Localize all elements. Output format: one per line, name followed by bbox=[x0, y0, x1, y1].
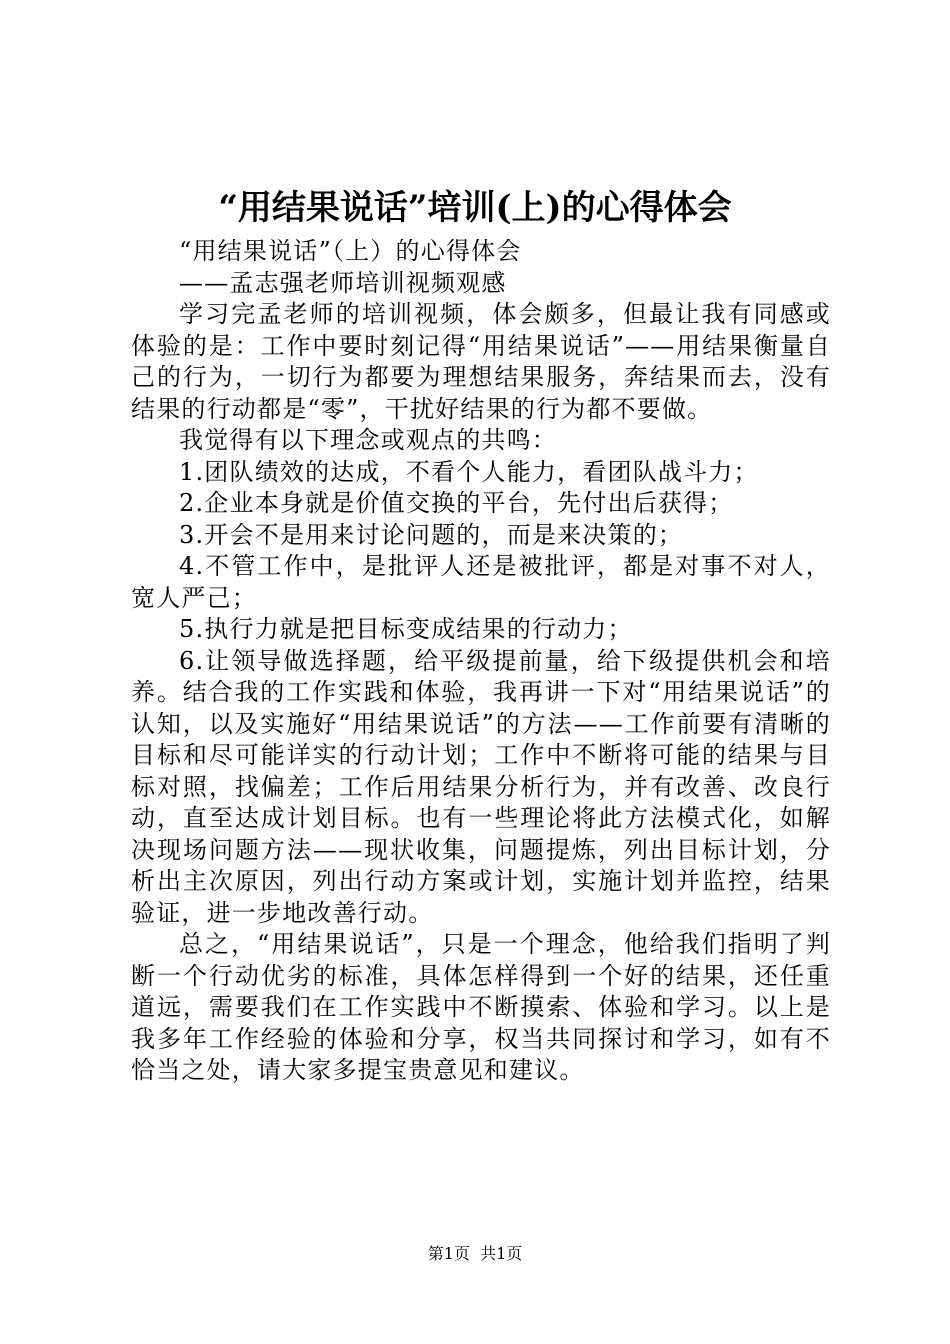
document-body bbox=[131, 236, 831, 1087]
document-title: “用结果说话”培训(上)的心得体会 bbox=[218, 188, 732, 228]
page-number: 第1页 共1页 bbox=[427, 1244, 523, 1263]
list-item-4: 4.不管工作中，是批评人还是被批评，都是对事不对人，宽人严己； bbox=[131, 552, 831, 612]
paragraph-intro: 学习完孟老师的培训视频，体会颇多，但最让我有同感或体验的是：工作中要时刻记得“用结果说话”——用结果衡量自己的行为，一切行为都要为理想结果服务，奔结果而去，没有结果的行动都是“零”，干扰好结果的行为都不要做。 bbox=[131, 300, 831, 423]
subtitle-line: “用结果说话”（上）的心得体会 bbox=[179, 237, 522, 265]
paragraph-resonance-lead: 我觉得有以下理念或观点的共鸣： bbox=[179, 426, 557, 454]
list-item-5: 5.执行力就是把目标变成结果的行动力； bbox=[179, 615, 633, 643]
paragraph-conclusion: 总之，“用结果说话”，只是一个理念，他给我们指明了判断一个行动优劣的标准，具体怎样得到一个好的结果，还任重道远，需要我们在工作实践中不断摸索、体验和学习。以上是我多年工作经验的体验和分享，权当共同探讨和学习，如有不恰当之处，请大家多提宝贵意见和建议。 bbox=[131, 930, 831, 1084]
list-item-3: 3.开会不是用来讨论问题的，而是来决策的； bbox=[179, 520, 684, 549]
subtitle-byline: ——孟志强老师培训视频观感 bbox=[179, 268, 507, 297]
list-item-6: 6.让领导做选择题，给平级提前量，给下级提供机会和培养。结合我的工作实践和体验，我再讲一下对“用结果说话”的认知，以及实施好“用结果说话”的方法——工作前要有清晰的目标和尽可能详实的行动计划；工作中不断将可能的结果与目标对照，找偏差；工作后用结果分析行为，并有改善、改良行动，直至达成计划目标。也有一些理论将此方法模式化，如解决现场问题方法——现状收集，问题提炼，列出目标计划，分析出主次原因，列出行动方案或计划，实施计划并监控，结果验证，进一步地改善行动。 bbox=[131, 646, 831, 927]
list-item-1: 1.团队绩效的达成，不看个人能力，看团队战斗力； bbox=[179, 457, 759, 486]
page-footer bbox=[0, 1242, 950, 1266]
list-item-2: 2.企业本身就是价值交换的平台，先付出后获得； bbox=[179, 489, 734, 517]
